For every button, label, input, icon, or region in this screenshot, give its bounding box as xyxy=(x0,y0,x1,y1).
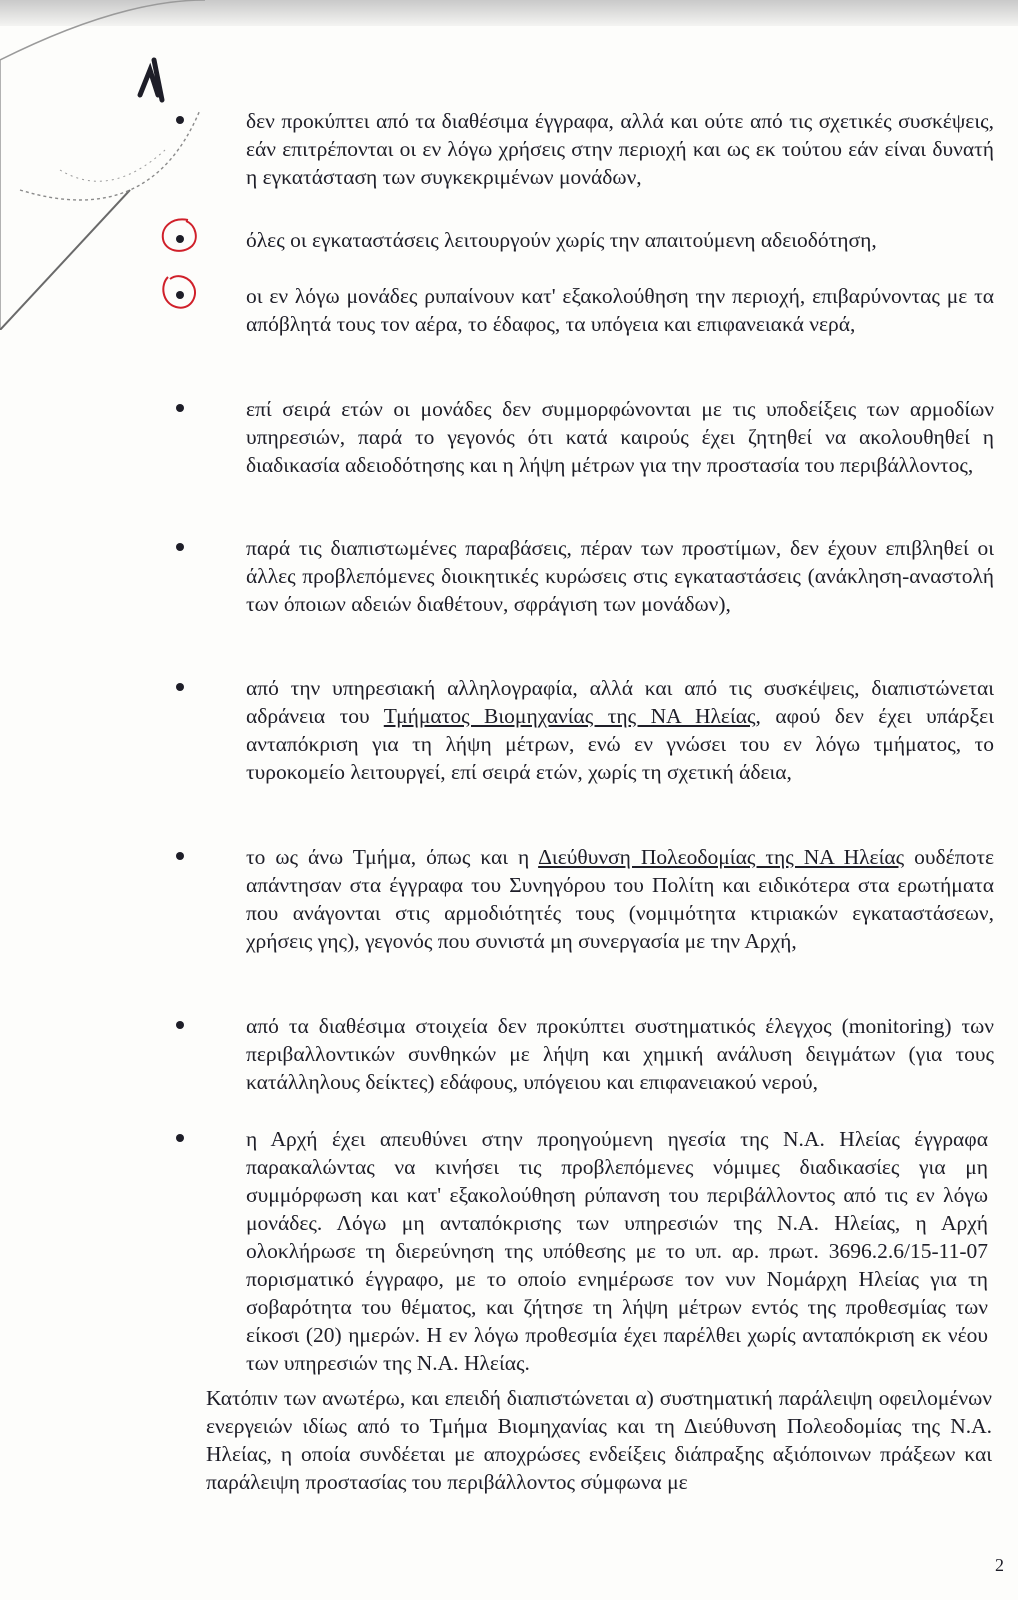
finding-item xyxy=(246,1012,994,1096)
finding-item xyxy=(246,226,994,254)
red-circle-mark-icon xyxy=(158,271,200,313)
bullet-icon xyxy=(176,852,184,860)
bullet-icon xyxy=(176,116,184,124)
finding-text: όλες οι εγκαταστάσεις λειτουργούν χωρίς την απαιτούμενη αδειοδότηση, xyxy=(246,228,877,252)
underlined-department: Διεύθυνση Πολεοδομίας της ΝΑ Ηλείας xyxy=(538,845,905,869)
finding-text-before: από την υπηρεσιακή αλληλογραφία, αλλά και από τις συσκέψεις, διαπιστώνεται αδράνεια του xyxy=(246,676,994,728)
finding-item xyxy=(246,843,994,955)
page-number: 2 xyxy=(995,1555,1004,1575)
finding-text: επί σειρά ετών οι μονάδες δεν συμμορφώνονται με τις υποδείξεις των αρμοδίων υπηρεσιών, παρά το γεγονός ότι κατά καιρούς έχει ζητηθεί να ακολουθηθεί η διαδικασία αδειοδότησης και η λήψη μέτρων για την προστασία του περιβάλλοντος, xyxy=(246,397,994,477)
bullet-icon xyxy=(176,404,184,412)
finding-text: οι εν λόγω μονάδες ρυπαίνουν κατ' εξακολούθηση την περιοχή, επιβαρύνοντας με τα απόβλητά τους τον αέρα, το έδαφος, τα υπόγεια και επιφανειακά νερά, xyxy=(246,284,994,336)
finding-text-after: ουδέποτε απάντησαν στα έγγραφα του Συνηγόρου του Πολίτη και ειδικότερα στα ερωτήματα που ανάγονται στις αρμοδιότητές τους (νομιμότητα κτιριακών εγκαταστάσεων, χρήσεις γης), γεγονός που συνιστά μη συνεργασία με την Αρχή, xyxy=(246,845,994,953)
finding-text-after: , αφού δεν έχει υπάρξει ανταπόκριση για τη λήψη μέτρων, ενώ εν γνώσει του εν λόγω τμήματος, το τυροκομείο λειτουργεί, επί σειρά ετών, χωρίς τη σχετική άδεια, xyxy=(246,704,994,784)
underlined-department: Τμήματος Βιομηχανίας της ΝΑ Ηλείας xyxy=(383,704,756,728)
finding-item xyxy=(246,107,994,191)
closing-text: Κατόπιν των ανωτέρω, και επειδή διαπιστώνεται α) συστηματική παράλειψη οφειλομένων ενεργειών ιδίως από το Τμήμα Βιομηχανίας και τη Διεύθυνση Πολεοδομίας της Ν.Α. Ηλείας, η οποία συνδέεται με αποχρώσες ενδείξεις διάπραξης αξιόποινων πράξεων και παράλειψη προστασίας του περιβάλλοντος σύμφωνα με xyxy=(206,1385,992,1494)
finding-item xyxy=(246,674,994,786)
finding-text: παρά τις διαπιστωμένες παραβάσεις, πέραν των προστίμων, δεν έχουν επιβληθεί οι άλλες προβλεπόμενες διοικητικές κυρώσεις στις εγκαταστάσεις (ανάκληση-αναστολή των όποιων αδειών διαθέτουν, σφράγιση των μονάδων), xyxy=(246,536,994,616)
finding-text-before: το ως άνω Τμήμα, όπως και η xyxy=(246,845,539,869)
finding-text: δεν προκύπτει από τα διαθέσιμα έγγραφα, αλλά και ούτε από τις σχετικές συσκέψεις, εάν επιτρέπονται οι εν λόγω χρήσεις στην περιοχή και ως εκ τούτου εάν είναι δυνατή η εγκατάσταση των συγκεκριμένων μονάδων, xyxy=(246,109,994,189)
bullet-icon xyxy=(176,1134,184,1142)
finding-item xyxy=(246,282,994,338)
red-circle-mark-icon xyxy=(158,215,200,257)
finding-text: από τα διαθέσιμα στοιχεία δεν προκύπτει συστηματικός έλεγχος (monitoring) των περιβαλλοντικών συνθηκών με λήψη και χημική ανάλυση δειγμάτων (για τους κατάλληλους δείκτες) εδάφους, υπόγειου και επιφανειακού νερού, xyxy=(246,1014,994,1094)
closing-paragraph xyxy=(206,1384,992,1496)
bullet-icon xyxy=(176,683,184,691)
finding-item xyxy=(246,395,994,479)
finding-item xyxy=(246,1125,988,1377)
bullet-icon xyxy=(176,1021,184,1029)
finding-text: η Αρχή έχει απευθύνει στην προηγούμενη ηγεσία της Ν.Α. Ηλείας έγγραφα παρακαλώντας να κινήσει τις προβλεπόμενες νόμιμες διαδικασίες για μη συμμόρφωση και κατ' εξακολούθηση ρύπανση του περιβάλλοντος από τις εν λόγω μονάδες. Λόγω μη ανταπόκρισης των υπηρεσιών της Ν.Α. Ηλείας, η Αρχή ολοκλήρωσε τη διερεύνηση της υπόθεσης με το υπ. αρ. πρωτ. 3696.2.6/15-11-07 πορισματικό έγγραφο, με το οποίο ενημέρωσε τον νυν Νομάρχη Ηλείας για τη σοβαρότητα του θέματος, και ζήτησε τη λήψη μέτρων εντός της προθεσμίας των είκοσι (20) ημερών. Η εν λόγω προθεσμία έχει παρέλθει χωρίς ανταπόκριση εκ νέου των υπηρεσιών της Ν.Α. Ηλείας. xyxy=(246,1127,988,1375)
bullet-icon xyxy=(176,543,184,551)
finding-item xyxy=(246,534,994,618)
